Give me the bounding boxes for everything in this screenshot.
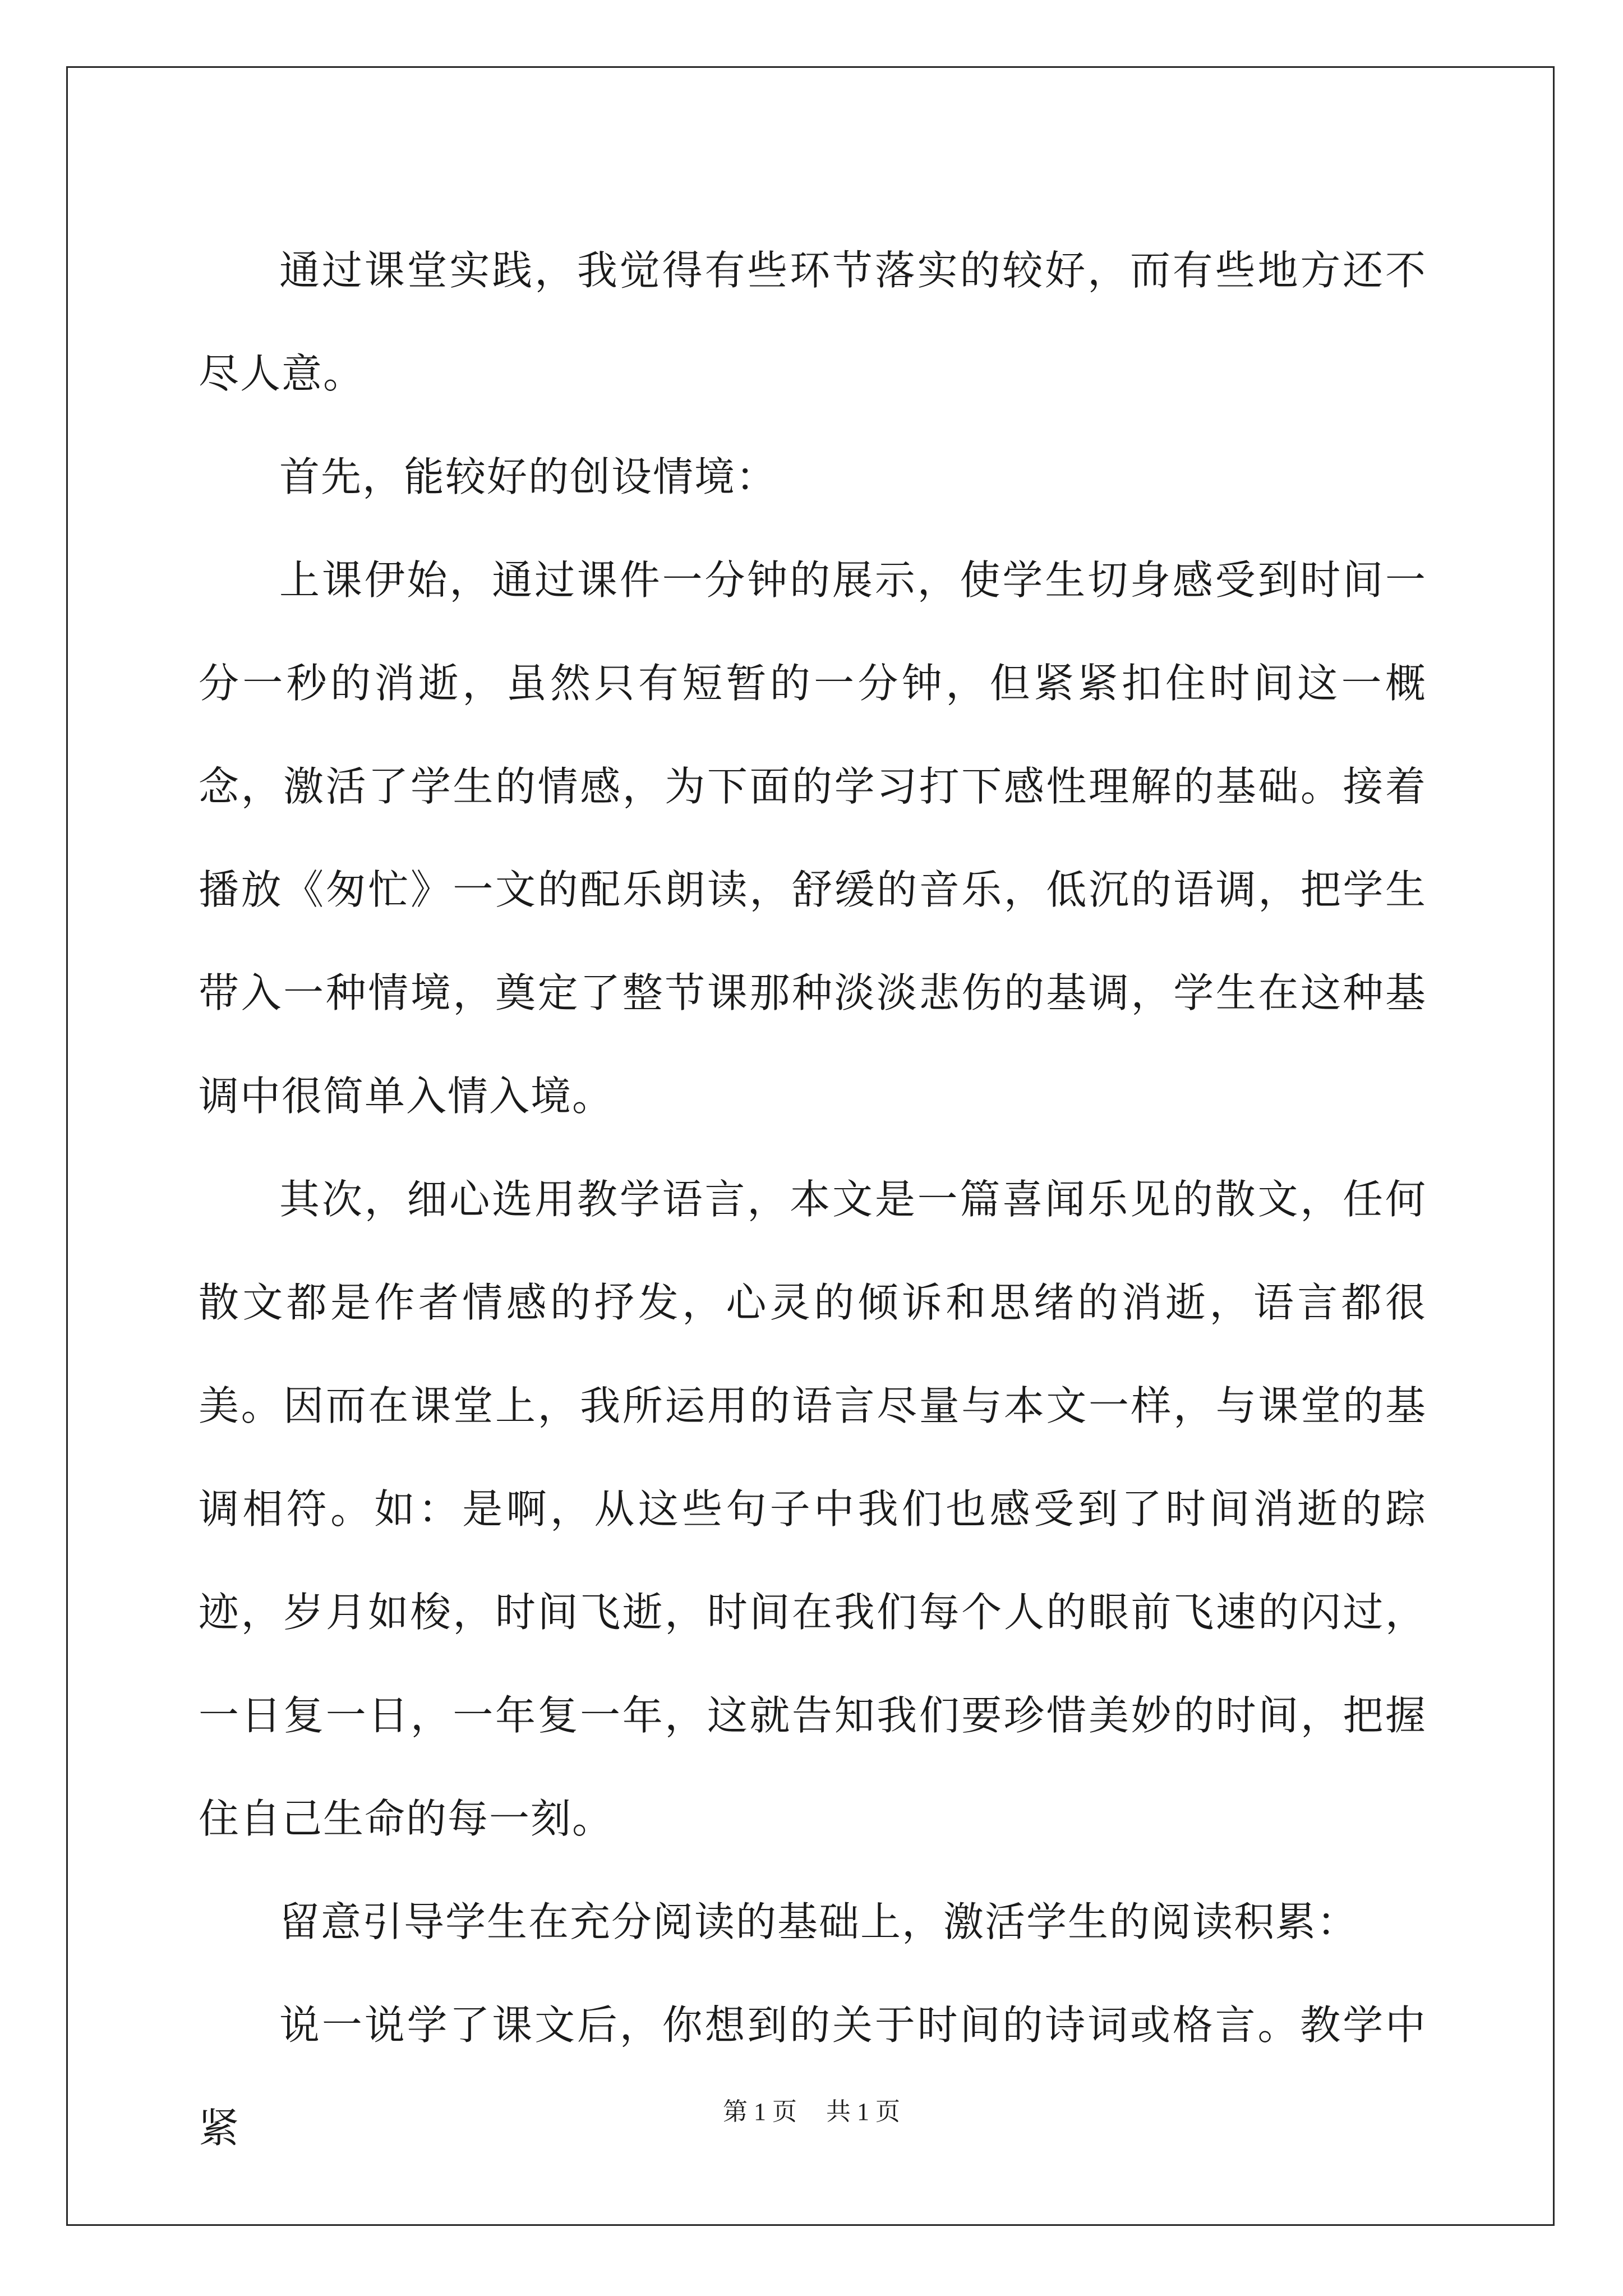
document-body — [199, 219, 1427, 2180]
paragraph: 留意引导学生在充分阅读的基础上，激活学生的阅读积累： — [279, 1898, 1359, 1945]
paragraph: 说一说学了课文后，你想到的关于时间的诗词或格言。教学中紧 — [199, 2001, 1427, 2152]
total-pages: 共 1 页 — [826, 2098, 900, 2125]
paragraph: 通过课堂实践，我觉得有些环节落实的较好，而有些地方还不尽人意。 — [199, 247, 1427, 397]
paragraph: 首先，能较好的创设情境： — [279, 453, 778, 500]
page-footer — [0, 2091, 1623, 2127]
page-number: 第 1 页 — [723, 2098, 797, 2125]
paragraph: 其次，细心选用教学语言，本文是一篇喜闻乐见的散文，任何散文都是作者情感的抒发，心灵的倾诉和思绪的消逝，语言都很美。因而在课堂上，我所运用的语言尽量与本文一样，与课堂的基调相符。如：是啊，从这些句子中我们也感受到了时间消逝的踪迹，岁月如梭，时间飞逝，时间在我们每个人的眼前飞速的闪过，一日复一日，一年复一年，这就告知我们要珍惜美妙的时间，把握住自己生命的每一刻。 — [199, 1176, 1427, 1842]
paragraph: 上课伊始，通过课件一分钟的展示，使学生切身感受到时间一分一秒的消逝，虽然只有短暂的一分钟，但紧紧扣住时间这一概念，激活了学生的情感，为下面的学习打下感性理解的基础。接着播放《匆忙》一文的配乐朗读，舒缓的音乐，低沉的语调，把学生带入一种情境，奠定了整节课那种淡淡悲伤的基调，学生在这种基调中很简单入情入境。 — [199, 556, 1427, 1120]
